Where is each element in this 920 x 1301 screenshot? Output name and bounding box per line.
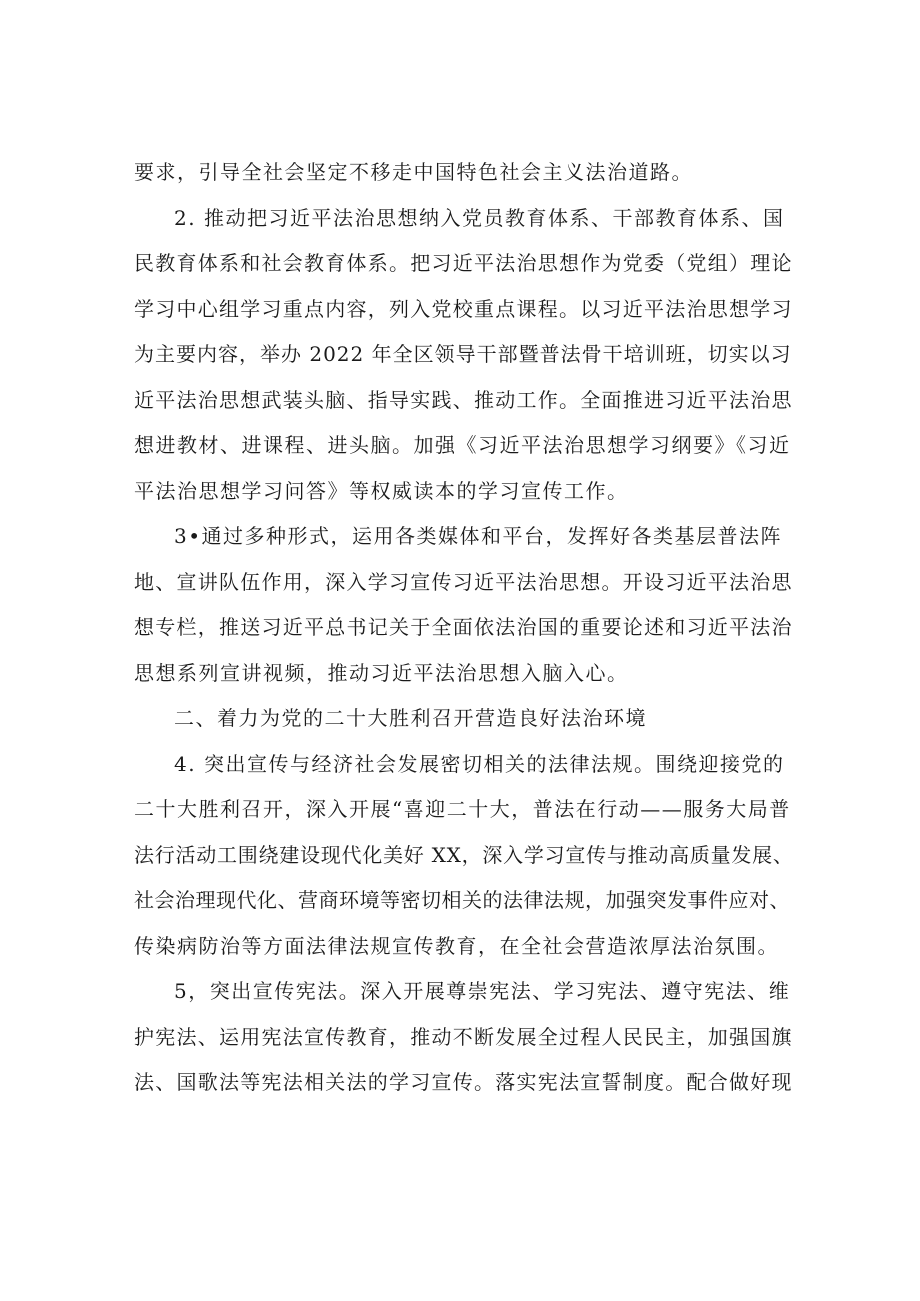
text-line: 为主要内容，举办 2022 年全区领导干部暨普法骨干培训班，切实以习 [134, 342, 792, 366]
text-line: 法、国歌法等宪法相关法的学习宣传。落实宪法宣誓制度。配合做好现 [134, 1070, 793, 1094]
text-line: 二十大胜利召开，深入开展“喜迎二十大，普法在行动——服务大局普 [134, 797, 791, 821]
text-line: 要求，引导全社会坚定不移走中国特色社会主义法治道路。 [134, 160, 693, 184]
text-line: 传染病防治等方面法律法规宣传教育，在全社会营造浓厚法治氛围。 [134, 933, 779, 958]
text-line: 地、宣讲队伍作用，深入学习宣传习近平法治思想。开设习近平法治思 [134, 569, 793, 594]
text-line: 3•通过多种形式，运用各类媒体和平台，发挥好各类基层普法阵 [174, 524, 783, 548]
text-line: 护宪法、运用宪法宣传教育，推动不断发展全过程人民民主，加强国旗 [134, 1024, 793, 1049]
text-line: 社会治理现代化、营商环境等密切相关的法律法规，加强突发事件应对、 [134, 888, 790, 912]
section-heading: 二、着力为党的二十大胜利召开营造良好法治环境 [174, 706, 647, 730]
text-line: 想进教材、进课程、进头脑。加强《习近平法治思想学习纲要》《习近 [134, 433, 791, 457]
text-line: 法行活动工围绕建设现代化美好 XX，深入学习宣传与推动高质量发展、 [134, 842, 794, 867]
text-line: 5，突出宣传宪法。深入开展尊崇宪法、学习宪法、遵守宪法、维 [174, 979, 791, 1003]
text-line: 2. 推动把习近平法治思想纳入党员教育体系、干部教育体系、国 [174, 205, 785, 230]
text-line: 平法治思想学习问答》等权威读本的学习宣传工作。 [134, 478, 629, 503]
text-line: 近平法治思想武装头脑、指导实践、推动工作。全面推进习近平法治思 [134, 387, 793, 412]
text-line: 思想系列宣讲视频，推动习近平法治思想入脑入心。 [134, 660, 629, 685]
text-line: 4. 突出宣传与经济社会发展密切相关的法律法规。围绕迎接党的 [174, 751, 785, 776]
text-line: 民教育体系和社会教育体系。把习近平法治思想作为党委（党组）理论 [134, 251, 793, 275]
text-line: 学习中心组学习重点内容，列入党校重点课程。以习近平法治思想学习 [134, 296, 793, 321]
body-text [134, 150, 794, 1106]
text-line: 想专栏，推送习近平总书记关于全面依法治国的重要论述和习近平法治 [134, 615, 793, 639]
